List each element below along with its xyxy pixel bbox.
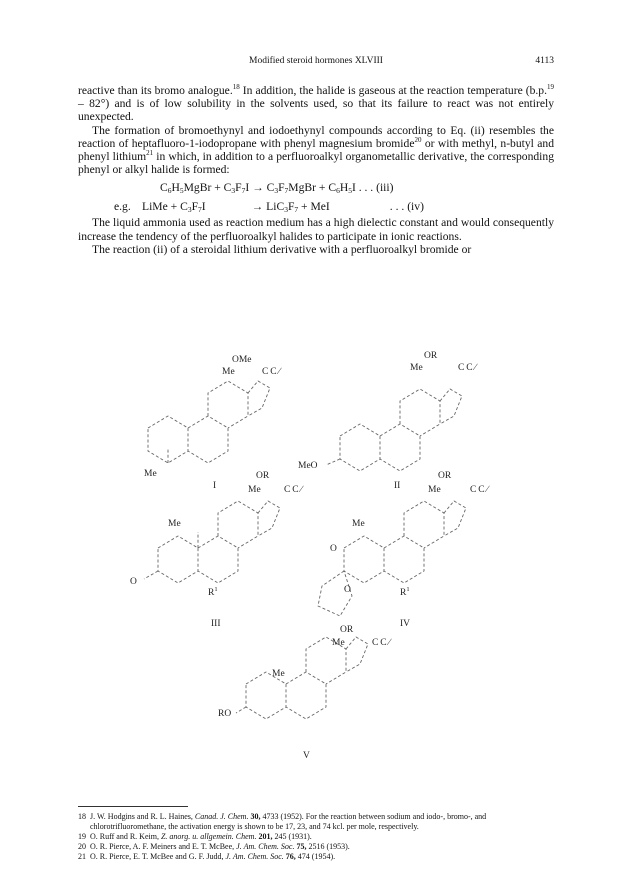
ethynyl-label: C C ∕: [372, 638, 391, 648]
footnote-19: 19 O. Ruff and R. Keim, Z. anorg. u. allgemein. Chem. 201, 245 (1931).: [78, 832, 312, 841]
structure-iii: [130, 471, 304, 629]
structure-i-skeleton: [148, 381, 270, 463]
footnote-mark: 21: [78, 852, 86, 861]
ester-label: RO: [218, 709, 232, 719]
ethynyl-label: C C ∕: [284, 485, 303, 495]
text-run: The formation of bromoethynyl and iodoethynyl compounds according to Eq. (ii) resembles the reaction of heptafluoro-1-iodopropane with phenyl magnesium bromide: [78, 123, 554, 150]
footnote-21: 21 O. R. Pierce, E. T. McBee and G. F. Judd, J. Am. Chem. Soc. 76, 474 (1954).: [78, 852, 336, 861]
substituent-r1-label: $R^1$: [400, 586, 410, 598]
reference-mark: 20: [414, 135, 422, 144]
text-run: reactive than its bromo analogue.: [78, 84, 233, 97]
text-run: – 82°) and is of low solubility in the solvents used, so that its failure to react was not entirely unexpected.: [78, 97, 554, 124]
structure-iv: [330, 471, 490, 629]
structure-v: [218, 625, 392, 761]
ethynyl-label: C C ∕: [470, 485, 489, 495]
paragraph-4: The reaction (ii) of a steroidal lithium derivative with a perfluoroalkyl bromide or: [92, 242, 472, 256]
structure-v-skeleton: [236, 637, 368, 719]
methyl-label: Me: [272, 669, 285, 679]
methyl-label: Me: [222, 367, 235, 377]
footnote-rule: [78, 806, 188, 807]
equation-iv: e.g. LiMe + $C_3F_7I \to LiC_3F_7$ + MeI . . . (iv): [114, 200, 424, 215]
structure-iv-skeleton: [318, 501, 466, 616]
reference-mark: 19: [547, 83, 554, 91]
footnote-18: 18 J. W. Hodgins and R. L. Haines, Canad. J. Chem. 30, 4733 (1952). For the reaction between sodium and iodo-, bromo-, and chlorotrifluoromethane, the activation energy is shown to be 17, 23, and 74 kcl. per mole, respectively.: [78, 812, 487, 831]
compound-label: I: [213, 481, 217, 491]
substituent-label: OR: [256, 471, 270, 481]
equation-iii: $C_6H_5MgBr + C_3F_7I$ → $C_3F_7MgBr + C_6H_5I$ . . . (iii): [160, 181, 394, 196]
reference-mark: 21: [146, 149, 154, 158]
methyl-label: Me: [410, 363, 423, 373]
running-title: Modified steroid hormones XLVIII: [249, 56, 383, 66]
structure-iii-skeleton: [144, 501, 280, 583]
compound-label: V: [303, 751, 310, 761]
steroid-structures-figure: [0, 336, 624, 806]
methoxy-label: MeO: [298, 461, 318, 471]
substituent-label: OR: [340, 625, 354, 635]
page-number: 4113: [535, 56, 554, 66]
footnote-mark: 19: [78, 832, 86, 841]
compound-label: IV: [400, 619, 411, 629]
compound-label: II: [394, 481, 401, 491]
methyl-label: Me: [352, 519, 365, 529]
text-run: in which, in addition to a perfluoroalkyl organometallic derivative, the corresponding phenyl or alkyl halide is formed:: [78, 150, 554, 177]
reference-mark: 18: [232, 83, 240, 91]
substituent-label: OMe: [232, 355, 252, 365]
text-run: In addition, the halide is gaseous at the reaction temperature (b.p.: [239, 84, 547, 97]
methyl-label: Me: [332, 638, 345, 648]
body-text: [78, 84, 554, 256]
methyl-label: Me: [248, 485, 261, 495]
running-header: [78, 56, 554, 70]
methyl-label: Me: [428, 485, 441, 495]
ethynyl-label: C C ∕: [262, 367, 281, 377]
footnote-20: 20 O. R. Pierce, A. F. Meiners and E. T. McBee, J. Am. Chem. Soc. 75, 2516 (1953).: [78, 842, 350, 851]
substituent-label: OR: [438, 471, 452, 481]
footnotes: [78, 812, 554, 862]
methyl-label: Me: [168, 519, 181, 529]
methyl-label: Me: [144, 469, 157, 479]
footnote-mark: 20: [78, 842, 86, 851]
oxo-label: O: [130, 577, 137, 587]
substituent-r1-label: $R^1$: [208, 586, 218, 598]
paragraph-1: [78, 84, 554, 124]
paragraph-2: [78, 124, 554, 177]
structure-ii-skeleton: [326, 389, 462, 471]
substituent-label: OR: [424, 351, 438, 361]
paragraph-3: The liquid ammonia used as reaction medium has a high dielectic constant and would consequently increase the tendency of the perfluoroalkyl halides to participate in ionic reactions.: [78, 216, 554, 243]
text-run: or with methyl, n-butyl and phenyl lithium: [78, 136, 555, 164]
structure-ii: [298, 351, 478, 491]
ethynyl-label: C C ∕: [458, 363, 477, 373]
footnote-mark: 18: [78, 812, 86, 821]
compound-label: III: [211, 619, 221, 629]
ether-oxygen-label: O: [330, 544, 337, 554]
ether-oxygen-label: O: [344, 585, 351, 595]
